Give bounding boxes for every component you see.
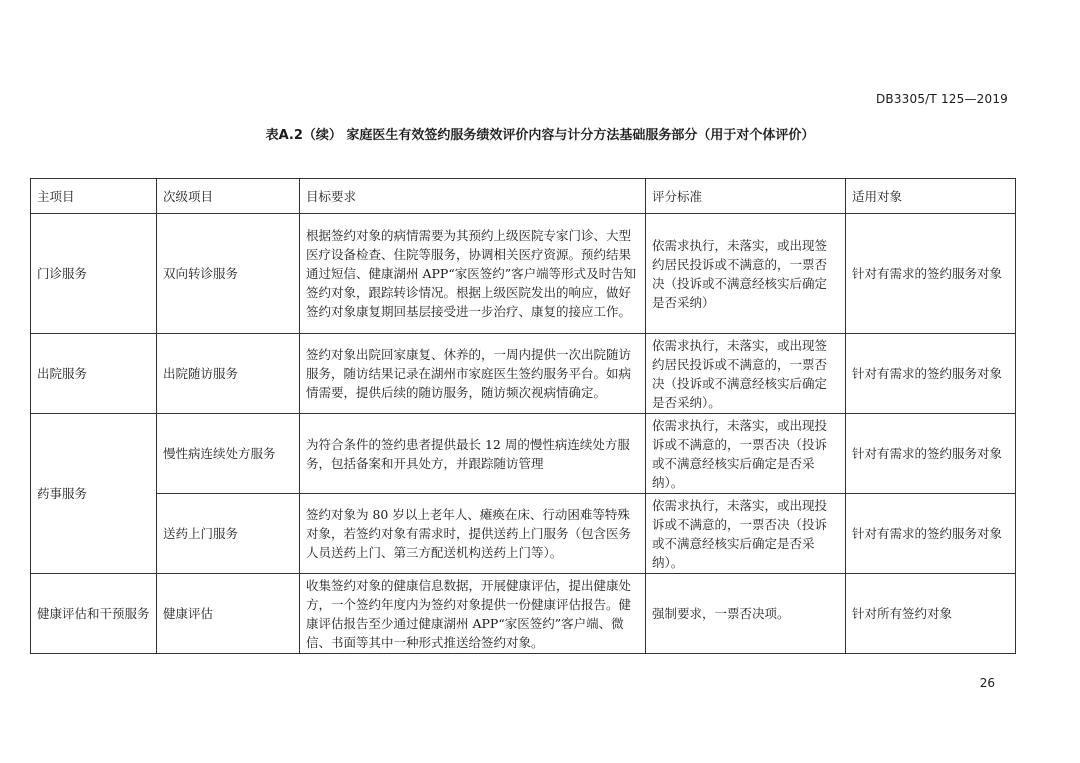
table-row: [31, 574, 1016, 654]
cell-main-item: 药事服务: [31, 414, 157, 574]
cell-scoring: 强制要求，一票否决项。: [646, 574, 846, 654]
cell-requirement: 根据签约对象的病情需要为其预约上级医院专家门诊、大型医疗设备检查、住院等服务，协调相关医疗资源。预约结果通过短信、健康湖州 APP“家医签约”客户端等形式及时告知签约对象，跟踪转诊情况。根据上级医院发出的响应，做好签约对象康复期回基层接受进一步治疗、康复的接应工作。: [300, 214, 646, 334]
cell-requirement: 为符合条件的签约患者提供最长 12 周的慢性病连续处方服务，包括备案和开具处方，并跟踪随访管理: [300, 414, 646, 494]
cell-target: 针对有需求的签约服务对象: [846, 334, 1016, 414]
table-row: [31, 214, 1016, 334]
cell-requirement: 签约对象出院回家康复、休养的，一周内提供一次出院随访服务，随访结果记录在湖州市家庭医生签约服务平台。如病情需要，提供后续的随访服务，随访频次视病情确定。: [300, 334, 646, 414]
table-row: [31, 334, 1016, 414]
table-row: [31, 494, 1016, 574]
table-title: 表A.2（续） 家庭医生有效签约服务绩效评价内容与计分方法基础服务部分（用于对个体评价）: [265, 128, 815, 143]
cell-target: 针对有需求的签约服务对象: [846, 214, 1016, 334]
cell-sub-item: 健康评估: [157, 574, 300, 654]
header-requirement: 目标要求: [300, 179, 646, 214]
cell-sub-item: 出院随访服务: [157, 334, 300, 414]
cell-main-item: 出院服务: [31, 334, 157, 414]
cell-target: 针对有需求的签约服务对象: [846, 494, 1016, 574]
cell-scoring: 依需求执行，未落实，或出现签约居民投诉或不满意的，一票否决（投诉或不满意经核实后确定是否采纳）。: [646, 334, 846, 414]
cell-requirement: 收集签约对象的健康信息数据，开展健康评估，提出健康处方，一个签约年度内为签约对象提供一份健康评估报告。健康评估报告至少通过健康湖州 APP“家医签约”客户端、微信、书面等其中一种形式推送给签约对象。: [300, 574, 646, 654]
header-scoring: 评分标准: [646, 179, 846, 214]
evaluation-table: [30, 178, 1016, 654]
cell-scoring: 依需求执行，未落实，或出现投诉或不满意的，一票否决（投诉或不满意经核实后确定是否采纳）。: [646, 414, 846, 494]
cell-sub-item: 双向转诊服务: [157, 214, 300, 334]
cell-main-item: 门诊服务: [31, 214, 157, 334]
page-number: 26: [979, 676, 995, 690]
header-target: 适用对象: [846, 179, 1016, 214]
cell-scoring: 依需求执行，未落实，或出现投诉或不满意的，一票否决（投诉或不满意经核实后确定是否采纳）。: [646, 494, 846, 574]
cell-requirement: 签约对象为 80 岁以上老年人、瘫痪在床、行动困难等特殊对象，若签约对象有需求时，提供送药上门服务（包含医务人员送药上门、第三方配送机构送药上门等）。: [300, 494, 646, 574]
table-header-row: [31, 179, 1016, 214]
cell-target: 针对有需求的签约服务对象: [846, 414, 1016, 494]
cell-scoring: 依需求执行，未落实，或出现签约居民投诉或不满意的，一票否决（投诉或不满意经核实后确定是否采纳）: [646, 214, 846, 334]
header-sub-item: 次级项目: [157, 179, 300, 214]
cell-sub-item: 慢性病连续处方服务: [157, 414, 300, 494]
header-main-item: 主项目: [31, 179, 157, 214]
document-code: DB3305/T 125—2019: [875, 92, 1008, 106]
cell-main-item: 健康评估和干预服务: [31, 574, 157, 654]
cell-sub-item: 送药上门服务: [157, 494, 300, 574]
cell-target: 针对所有签约对象: [846, 574, 1016, 654]
table-row: [31, 414, 1016, 494]
